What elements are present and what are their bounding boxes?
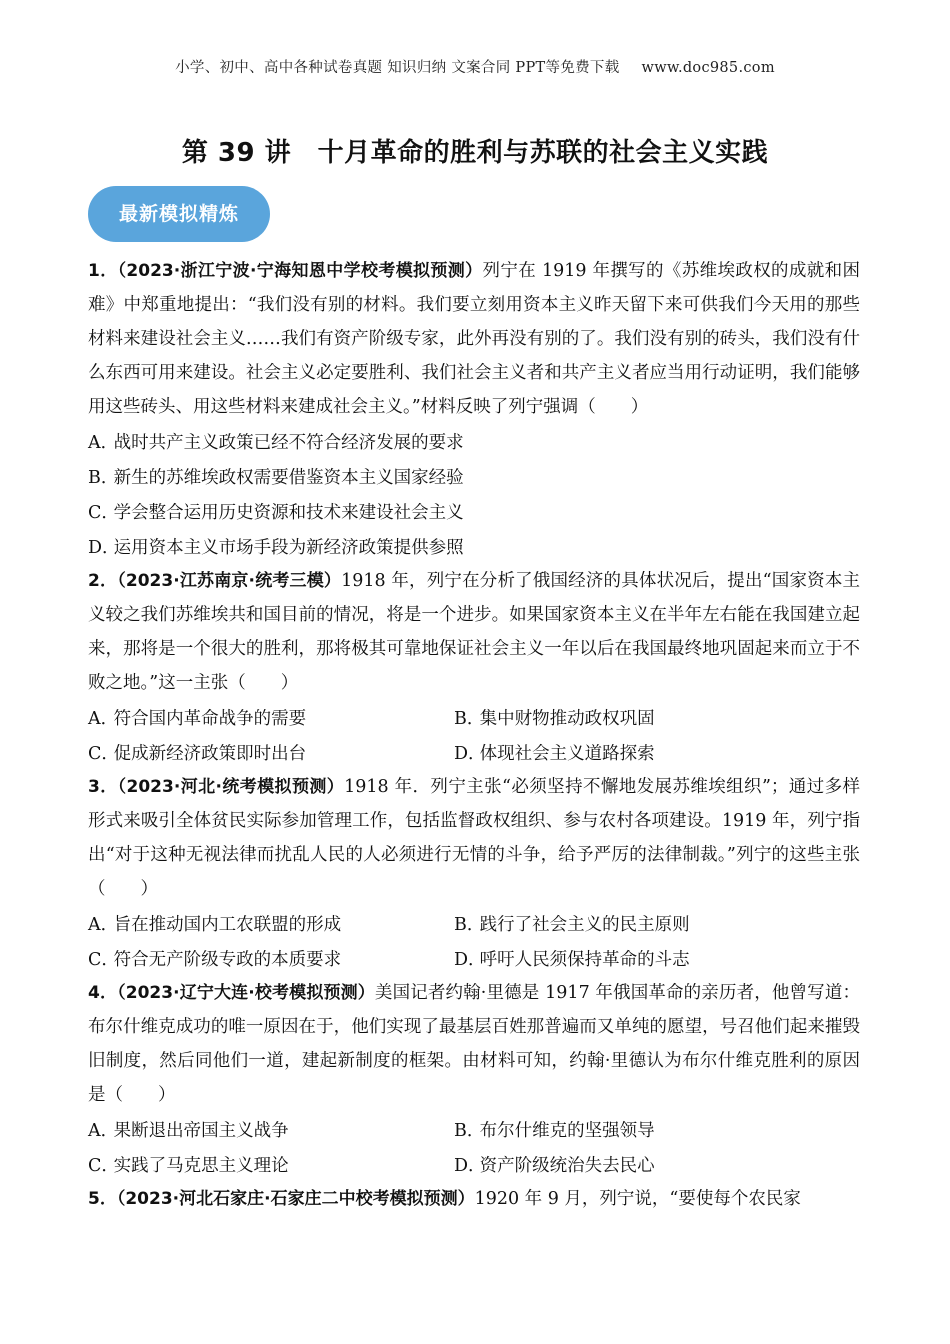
question-number: 3． (88, 777, 118, 797)
option-b[interactable]: B． 新生的苏维埃政权需要借鉴资本主义国家经验 (88, 468, 464, 488)
question-text: 1918 年，列宁在分析了俄国经济的具体状况后，提出“国家资本主义较之我们苏维埃共和国目前的情况，将是一个进步。如果国家资本主义在半年左右能在我国建立起来，那将是一个很大的胜利，那将极其可靠地保证社会主义一年以后在我国最终地巩固起来而立于不败之地。”这一主张（ ） (88, 571, 860, 693)
option-d[interactable]: D． 运用资本主义市场手段为新经济政策提供参照 (88, 538, 464, 558)
page-header (0, 56, 950, 77)
option-b[interactable]: B． 集中财物推动政权巩固 (454, 709, 655, 729)
option-d[interactable]: D． 体现社会主义道路探索 (454, 744, 655, 764)
option-c[interactable]: C． 实践了马克思主义理论 (88, 1156, 289, 1176)
question-number: 5． (88, 1189, 117, 1209)
question-list (88, 254, 860, 1216)
question-source: （2023·河北石家庄·石家庄二中校考模拟预测） (116, 1189, 475, 1209)
question-number: 2． (88, 571, 118, 591)
option-d[interactable]: D． 资产阶级统治失去民心 (454, 1156, 655, 1176)
question-3 (88, 770, 860, 976)
option-d[interactable]: D． 呼吁人民须保持革命的斗志 (454, 950, 690, 970)
question-2 (88, 564, 860, 770)
question-stem (88, 976, 860, 1112)
question-stem (88, 770, 860, 906)
option-b[interactable]: B． 布尔什维克的坚强领导 (454, 1121, 655, 1141)
option-c[interactable]: C． 符合无产阶级专政的本质要求 (88, 950, 342, 970)
question-source: （2023·辽宁大连·校考模拟预测） (117, 983, 375, 1003)
section-badge: 最新模拟精炼 (88, 186, 270, 242)
question-text: 列宁在 1919 年撰写的《苏维埃政权的成就和困难》中郑重地提出：“我们没有别的材料。我们要立刻用资本主义昨天留下来可供我们今天用的那些材料来建设社会主义……我们有资产阶级专家，此外再没有别的了。我们没有别的砖头，我们没有什么东西可用来建设。社会主义必定要胜利、我们社会主义者和共产主义者应当用行动证明，我们能够用这些砖头、用这些材料来建成社会主义。”材料反映了列宁强调（ ） (88, 261, 860, 417)
options (88, 424, 860, 564)
question-stem (88, 564, 860, 700)
question-text: 1920 年 9 月，列宁说，“要使每个农民家 (474, 1189, 801, 1209)
option-a[interactable]: A． 旨在推动国内工农联盟的形成 (88, 915, 342, 935)
question-text: 1918 年．列宁主张“必须坚持不懈地发展苏维埃组织”；通过多样形式来吸引全体贫民实际参加管理工作，包括监督政权组织、参与农村各项建设。1919 年，列宁指出“对于这种无视法律而扰乱人民的人必须进行无情的斗争，给予严厉的法律制裁。”列宁的这些主张（ ） (88, 777, 860, 899)
question-source: （2023·浙江宁波·宁海知恩中学校考模拟预测） (117, 261, 483, 281)
options (88, 700, 860, 770)
question-number: 4． (88, 983, 118, 1003)
question-text: 美国记者约翰·里德是 1917 年俄国革命的亲历者，他曾写道：布尔什维克成功的唯一原因在于，他们实现了最基层百姓那普遍而又单纯的愿望，号召他们起来摧毁旧制度，然后同他们一道，建起新制度的框架。由材料可知，约翰·里德认为布尔什维克胜利的原因是（ ） (88, 983, 860, 1105)
options (88, 906, 860, 976)
options (88, 1112, 860, 1182)
question-number: 1． (88, 261, 118, 281)
question-1 (88, 254, 860, 564)
question-5 (88, 1182, 860, 1216)
option-a[interactable]: A． 果断退出帝国主义战争 (88, 1121, 289, 1141)
option-c[interactable]: C． 促成新经济政策即时出台 (88, 744, 307, 764)
question-source: （2023·江苏南京·统考三模） (117, 571, 342, 591)
question-stem (88, 254, 860, 424)
header-text: 小学、初中、高中各种试卷真题 知识归纳 文案合同 PPT等免费下载 (175, 60, 620, 76)
option-a[interactable]: A． 战时共产主义政策已经不符合经济发展的要求 (88, 433, 464, 453)
option-c[interactable]: C． 学会整合运用历史资源和技术来建设社会主义 (88, 503, 464, 523)
header-url[interactable]: www.doc985.com (641, 60, 775, 76)
page-title: 第 39 讲 十月革命的胜利与苏联的社会主义实践 (181, 138, 769, 168)
question-stem (88, 1182, 860, 1216)
question-source: （2023·河北·统考模拟预测） (117, 777, 345, 797)
option-a[interactable]: A． 符合国内革命战争的需要 (88, 709, 307, 729)
option-b[interactable]: B． 践行了社会主义的民主原则 (454, 915, 690, 935)
question-4 (88, 976, 860, 1182)
